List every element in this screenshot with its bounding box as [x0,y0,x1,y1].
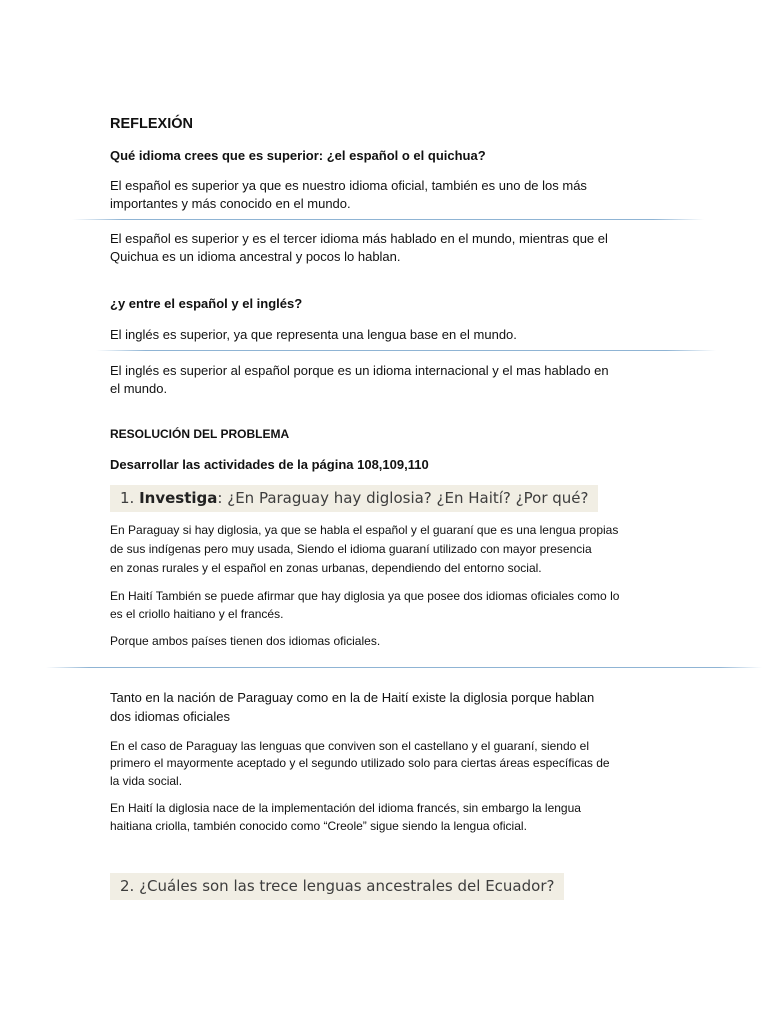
haiti-line2: es el criollo haitiano y el francés. [110,607,284,621]
activity-1-keyword: Investiga [139,489,218,507]
resolucion-subheading: Desarrollar las actividades de la página 108,109,110 [110,457,429,472]
answer-1a-line2: importantes y más conocido en el mundo. [110,196,351,211]
question-spanish-english: ¿y entre el español y el inglés? [110,296,303,311]
divider-line [96,350,716,351]
conclusion-line2: dos idiomas oficiales [110,709,230,724]
resolucion-heading: RESOLUCIÓN DEL PROBLEMA [110,427,290,441]
answer-2b-line1: El inglés es superior al español porque es un idioma internacional y el mas hablado en [110,363,609,378]
answer-2a: El inglés es superior, ya que representa una lengua base en el mundo. [110,327,517,342]
haiti-case-line2: haitiana criolla, también conocido como “Creole” sigue siendo la lengua oficial. [110,819,527,833]
divider-line [46,667,762,668]
activity-1-banner [110,485,598,512]
paraguay-case-line2: primero el mayormente aceptado y el segundo utilizado solo para ciertas áreas específicas de [110,756,610,770]
activity-1-number: 1. [120,489,135,507]
paraguay-line3: en zonas rurales y el español en zonas urbanas, dependiendo del entorno social. [110,561,542,575]
answer-1b-line2: Quichua es un idioma ancestral y pocos lo hablan. [110,249,401,264]
both-countries: Porque ambos países tienen dos idiomas oficiales. [110,634,381,648]
answer-2b-line2: el mundo. [110,381,168,396]
paraguay-case-line1: En el caso de Paraguay las lenguas que conviven son el castellano y el guaraní, siendo el [110,739,589,753]
answer-1a-line1: El español es superior ya que es nuestro idioma oficial, también es uno de los más [110,178,587,193]
haiti-case-line1: En Haití la diglosia nace de la implementación del idioma francés, sin embargo la lengua [110,801,581,815]
divider-line [72,219,704,220]
paraguay-case-line3: la vida social. [110,774,183,788]
paraguay-line1: En Paraguay si hay diglosia, ya que se habla el español y el guaraní que es una lengua propias [110,523,619,537]
conclusion-line1: Tanto en la nación de Paraguay como en la de Haití existe la diglosia porque hablan [110,690,595,705]
question-spanish-quichua: Qué idioma crees que es superior: ¿el español o el quichua? [110,148,486,163]
haiti-line1: En Haití También se puede afirmar que hay diglosia ya que posee dos idiomas oficiales como lo [110,589,620,603]
activity-2-banner: 2. ¿Cuáles son las trece lenguas ancestrales del Ecuador? [110,873,564,900]
activity-1-question: : ¿En Paraguay hay diglosia? ¿En Haití? ¿Por qué? [217,489,589,507]
answer-1b-line1: El español es superior y es el tercer idioma más hablado en el mundo, mientras que el [110,231,608,246]
paraguay-line2: de sus indígenas pero muy usada, Siendo el idioma guaraní utilizado con mayor presencia [110,542,592,556]
reflexion-heading: REFLEXIÓN [110,116,193,132]
